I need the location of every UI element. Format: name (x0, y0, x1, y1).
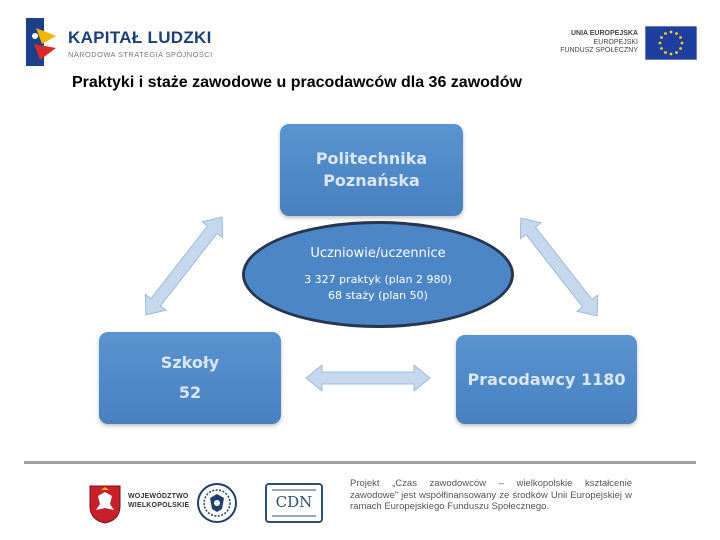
box-szkoly-line1: Szkoły (160, 353, 220, 372)
box-politechnika-line1: Politechnika (315, 149, 428, 168)
eu-line: EUROPEJSKI (593, 38, 638, 46)
eu-line: UNIA EUROPEJSKA (570, 30, 638, 37)
box-szkoly (99, 332, 281, 424)
ellipse-title: Uczniowie/uczennice (310, 246, 446, 261)
wielkopolskie-text (128, 492, 189, 510)
wielkopolska-crest-icon (88, 484, 122, 524)
box-politechnika-line2: Poznańska (323, 171, 420, 190)
footer-divider (24, 461, 696, 464)
arrow-szkoly-pracodawcy (306, 365, 430, 391)
box-szkoly-line2: 52 (178, 383, 202, 402)
box-pracodawcy (456, 335, 637, 424)
ellipse-line-staze: 68 staży (plan 50) (328, 289, 428, 302)
ellipse-line-praktyki: 3 327 praktyk (plan 2 980) (304, 273, 452, 286)
logo-title: KAPITAŁ LUDZKI (68, 28, 212, 47)
wlkp-line: WIELKOPOLSKIE (128, 502, 190, 509)
logo-subtitle: NARODOWA STRATEGIA SPÓJNOŚCI (68, 50, 213, 59)
wlkp-line: WOJEWÓDZTWO (128, 493, 189, 500)
box-pracodawcy-label: Pracodawcy 1180 (467, 370, 626, 389)
center-ellipse (242, 221, 514, 328)
arrow-poli-szkoly (136, 209, 233, 323)
box-politechnika (280, 124, 463, 216)
university-seal-icon (197, 483, 237, 523)
arrow-poli-pracodawcy (511, 210, 608, 324)
project-text: Projekt „Czas zawodowców – wielkopolskie kształcenie zawodowe” jest współfinansowany ze środków Unii Europejskiej w ramach Europejskiego Funduszu Społecznego. (350, 478, 632, 512)
page-title: Praktyki i staże zawodowe u pracodawców dla 36 zawodów (72, 74, 522, 91)
cdn-label: CDN (275, 493, 313, 511)
eu-line: FUNDUSZ SPOŁECZNY (560, 47, 638, 54)
cdn-logo (264, 482, 324, 524)
